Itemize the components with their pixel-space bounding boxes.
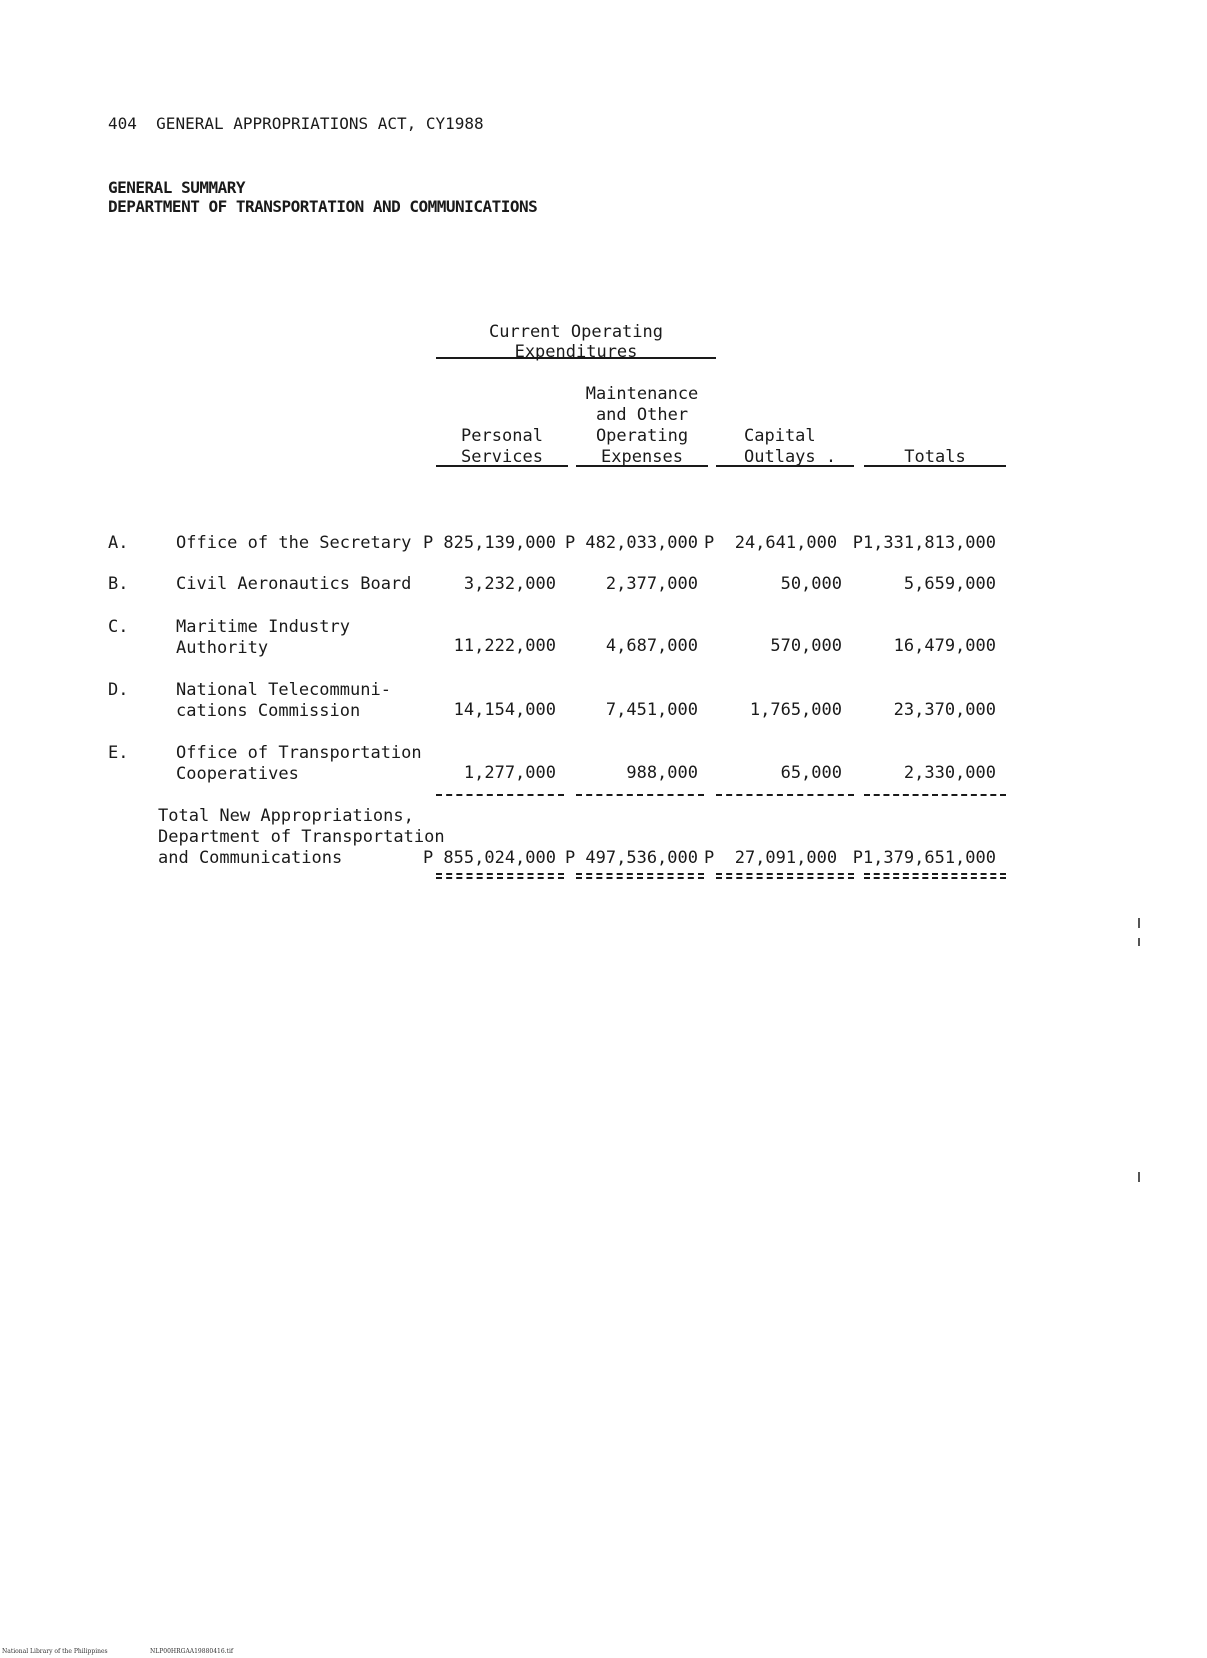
personal-header-underline bbox=[436, 465, 568, 467]
grand-rule-totals bbox=[864, 873, 1006, 879]
personal-header-line2: Services bbox=[461, 447, 543, 467]
row-d-mooe: 7,451,000 bbox=[605, 700, 698, 720]
group-header-line2: Expenditures bbox=[514, 342, 638, 362]
totals-header-underline bbox=[864, 465, 1006, 467]
group-header-underline bbox=[436, 357, 716, 359]
row-d-capital: 1,765,000 bbox=[749, 700, 842, 720]
row-e-capital: 65,000 bbox=[780, 763, 842, 783]
row-a-name: Office of the Secretary bbox=[176, 533, 412, 553]
page-number: 404 bbox=[108, 114, 137, 133]
row-d-name-line2: cations Commission bbox=[176, 701, 361, 721]
personal-services-header bbox=[436, 426, 568, 468]
row-e-letter: E. bbox=[108, 743, 129, 763]
group-header-line1: Current Operating bbox=[489, 322, 663, 342]
total-label-line1: Total New Appropriations, bbox=[158, 806, 414, 826]
row-b-personal: 3,232,000 bbox=[463, 574, 556, 594]
subtotal-rule-mooe bbox=[576, 794, 704, 796]
row-a-personal: P 825,139,000 bbox=[422, 533, 556, 553]
mooe-header bbox=[576, 384, 708, 468]
subtotal-rule-personal bbox=[436, 794, 564, 796]
summary-title: GENERAL SUMMARY bbox=[108, 178, 245, 197]
capital-header-line2: Outlays . bbox=[744, 447, 837, 467]
capital-outlays-header bbox=[744, 426, 864, 468]
scan-mark bbox=[1138, 938, 1140, 946]
row-c-name-line1: Maritime Industry bbox=[176, 617, 350, 637]
row-c-letter: C. bbox=[108, 617, 129, 637]
row-e-name-line1: Office of Transportation bbox=[176, 743, 422, 763]
mooe-header-underline bbox=[576, 465, 708, 467]
subtotal-rule-totals bbox=[864, 794, 1006, 796]
mooe-header-line3: Operating bbox=[595, 426, 689, 446]
row-d-letter: D. bbox=[108, 680, 129, 700]
row-c-capital: 570,000 bbox=[770, 636, 842, 656]
total-capital: P 27,091,000 bbox=[704, 848, 838, 868]
total-mooe: P 497,536,000 bbox=[564, 848, 698, 868]
current-operating-header bbox=[436, 322, 716, 362]
footer-library: National Library of the Philippines bbox=[2, 1648, 108, 1655]
row-b-capital: 50,000 bbox=[780, 574, 842, 594]
capital-header-underline bbox=[716, 465, 854, 467]
row-a-total: P1,331,813,000 bbox=[852, 533, 996, 553]
row-a-letter: A. bbox=[108, 533, 129, 553]
row-b-letter: B. bbox=[108, 574, 129, 594]
footer-file: NLP00HRGAA19880416.tif bbox=[150, 1648, 234, 1655]
row-c-name-line2: Authority bbox=[176, 638, 269, 658]
row-e-personal: 1,277,000 bbox=[463, 763, 556, 783]
row-b-name: Civil Aeronautics Board bbox=[176, 574, 412, 594]
row-e-mooe: 988,000 bbox=[626, 763, 698, 783]
row-c-personal: 11,222,000 bbox=[453, 636, 556, 656]
scan-mark bbox=[1138, 918, 1140, 928]
total-totals: P1,379,651,000 bbox=[852, 848, 996, 868]
row-a-mooe: P 482,033,000 bbox=[564, 533, 698, 553]
row-d-total: 23,370,000 bbox=[893, 700, 996, 720]
grand-rule-capital bbox=[716, 873, 854, 879]
row-b-total: 5,659,000 bbox=[903, 574, 996, 594]
mooe-header-line4: Expenses bbox=[601, 447, 683, 467]
row-e-name-line2: Cooperatives bbox=[176, 764, 299, 784]
total-label-line2: Department of Transportation bbox=[158, 827, 445, 847]
scan-mark bbox=[1138, 1172, 1140, 1182]
row-b-mooe: 2,377,000 bbox=[605, 574, 698, 594]
page-header bbox=[108, 114, 484, 133]
subtotal-rule-capital bbox=[716, 794, 854, 796]
row-d-name-line1: National Telecommuni- bbox=[176, 680, 391, 700]
totals-header: Totals bbox=[904, 447, 966, 467]
total-label-line3: and Communications bbox=[158, 848, 343, 868]
act-title: GENERAL APPROPRIATIONS ACT, CY1988 bbox=[156, 114, 484, 133]
mooe-header-line2: and Other bbox=[595, 405, 689, 425]
grand-rule-mooe bbox=[576, 873, 704, 879]
row-e-total: 2,330,000 bbox=[903, 763, 996, 783]
row-d-personal: 14,154,000 bbox=[453, 700, 556, 720]
grand-rule-personal bbox=[436, 873, 564, 879]
row-c-mooe: 4,687,000 bbox=[605, 636, 698, 656]
row-a-capital: P 24,641,000 bbox=[704, 533, 838, 553]
row-c-total: 16,479,000 bbox=[893, 636, 996, 656]
capital-header-line1: Capital bbox=[744, 426, 816, 446]
personal-header-line1: Personal bbox=[461, 426, 543, 446]
mooe-header-line1: Maintenance bbox=[585, 384, 699, 404]
total-personal: P 855,024,000 bbox=[422, 848, 556, 868]
department-title: DEPARTMENT OF TRANSPORTATION AND COMMUNICATIONS bbox=[108, 197, 538, 216]
